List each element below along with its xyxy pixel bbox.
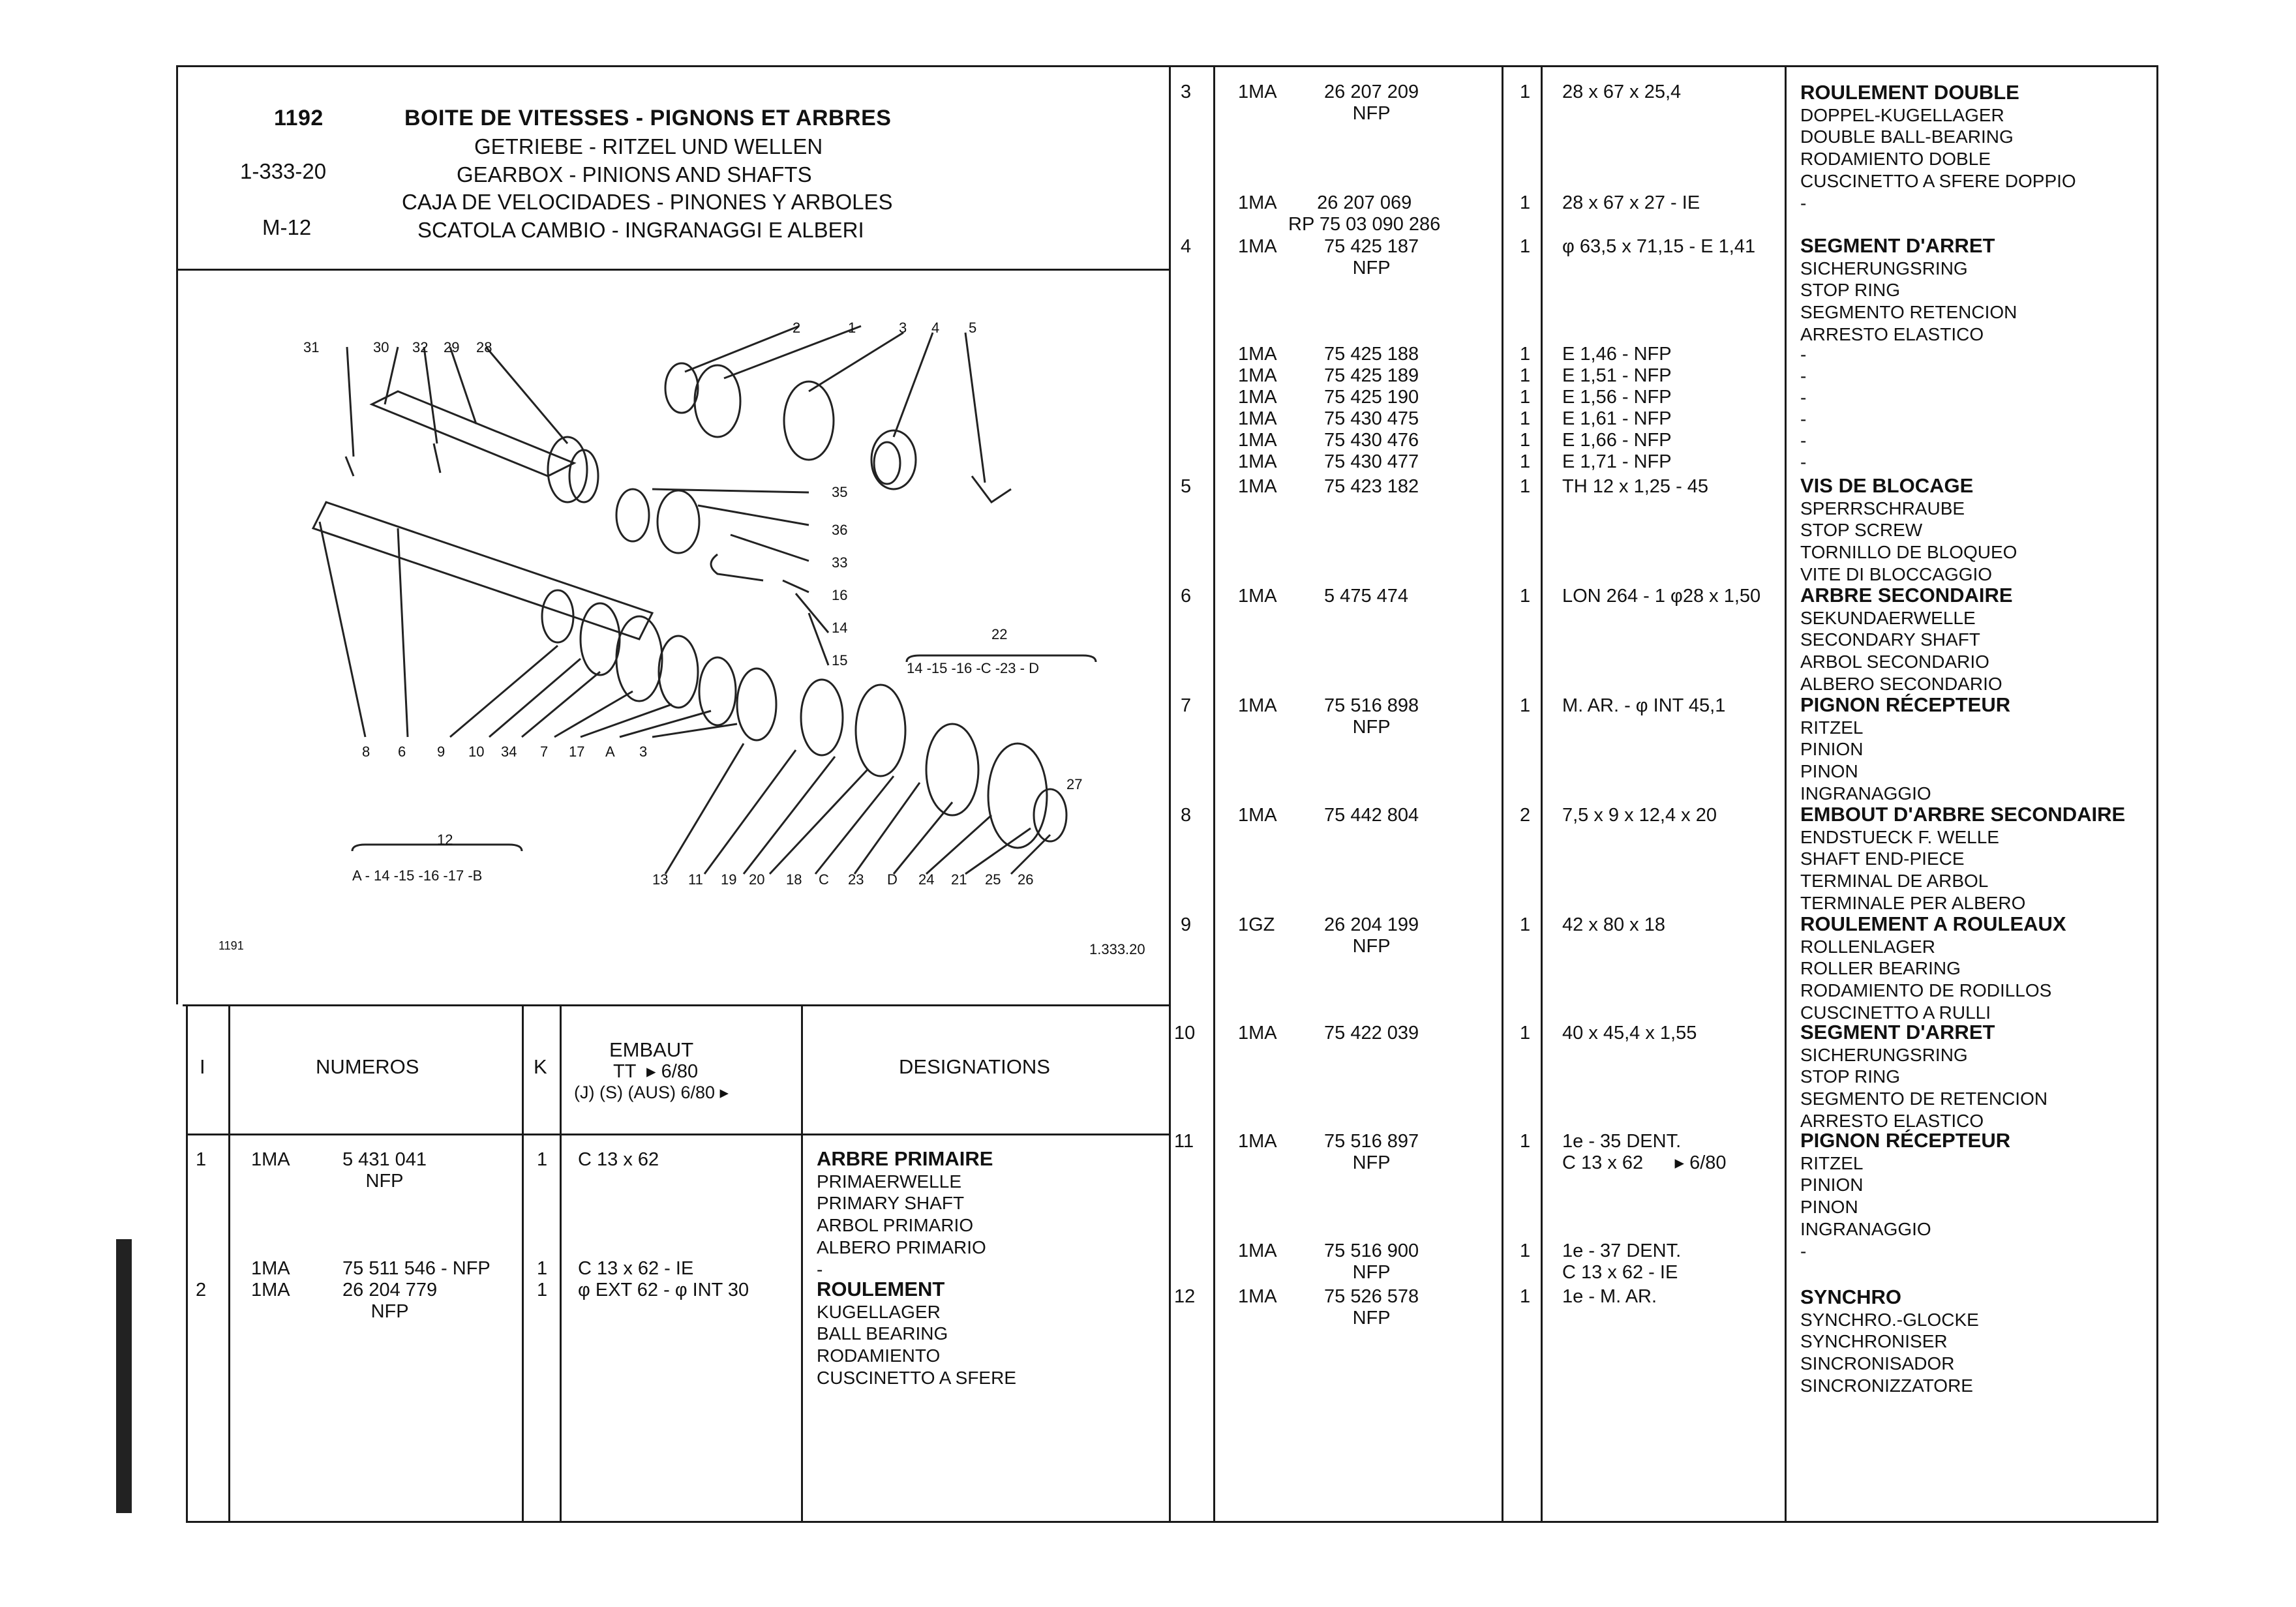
row-embaut: M. AR. - φ INT 45,1 (1562, 695, 1726, 716)
callout-3-top: 3 (899, 320, 907, 336)
callout-33: 33 (832, 554, 848, 571)
row-qty: 1 (1520, 82, 1531, 102)
designation-title: ARBRE SECONDAIRE (1800, 584, 2013, 607)
callout-14: 14 (832, 620, 848, 636)
model-code: M-12 (262, 215, 312, 239)
callout-15: 15 (832, 652, 848, 668)
binding-edge-mark (116, 1239, 132, 1513)
row-designation (1800, 584, 2013, 695)
row-designation (1800, 1130, 2010, 1240)
designation-translations: KUGELLAGER BALL BEARING RODAMIENTO CUSCINETTO A SFERE (817, 1301, 1016, 1388)
callout-19: 19 (721, 871, 737, 888)
callout-9: 9 (437, 743, 446, 760)
row-index: 8 (1181, 805, 1192, 826)
callout-35: 35 (832, 484, 848, 500)
pin-31 (346, 457, 354, 476)
row-embaut: 28 x 67 x 27 - IE (1562, 192, 1700, 213)
row-embaut: LON 264 - 1 φ28 x 1,50 (1562, 586, 1761, 607)
secondary-shaft (313, 502, 652, 639)
gear-29 (569, 450, 598, 502)
callout-36: 36 (832, 522, 848, 538)
ring-2 (665, 363, 698, 413)
row-index: 12 (1174, 1286, 1196, 1307)
group-22-label: 22 (991, 626, 1008, 642)
row-qty: 1 (537, 1280, 548, 1300)
group-22-items: 14 -15 -16 -C -23 - D (907, 660, 1039, 676)
row-code: 1MA (1238, 236, 1277, 257)
row-code: 1MA (1238, 1023, 1277, 1044)
row-embaut: C 13 x 62 - IE (578, 1258, 694, 1279)
gear-24 (926, 724, 978, 815)
row-code: 1MA (1238, 586, 1277, 607)
callout-29: 29 (444, 339, 460, 355)
row-part-number: 75 425 187 NFP (1324, 236, 1419, 278)
gear-1 (695, 365, 740, 437)
row-designation: - (1800, 1241, 1807, 1261)
row-part-number: 5 475 474 (1324, 586, 1409, 607)
diagram-code-left: 1191 (219, 939, 244, 952)
row-embaut: 1e - 37 DENT. C 13 x 62 - IE (1562, 1240, 1682, 1283)
row-index: 10 (1174, 1023, 1196, 1044)
frame-left-upper (176, 65, 178, 1004)
designation-title: PIGNON RÉCEPTEUR (1800, 693, 2011, 716)
gearbox-illustration (183, 274, 1161, 998)
row-embaut: 1e - M. AR. (1562, 1286, 1657, 1307)
row-code: 1MA (1238, 1240, 1277, 1261)
row-part-number: 75 423 182 (1324, 476, 1419, 497)
right-col-num-divider (1502, 65, 1503, 1523)
callout-21: 21 (951, 871, 967, 888)
row-qty: 1 (1520, 586, 1531, 607)
row-designation (1800, 235, 2017, 346)
bearing-9 (542, 590, 573, 642)
row-index: 6 (1181, 586, 1192, 607)
row-qty: 1 (1520, 1131, 1531, 1152)
col-k-divider (560, 1004, 562, 1523)
row-designation (1800, 1021, 2047, 1132)
primary-shaft (372, 391, 574, 476)
row-part-number: 26 204 199 NFP (1324, 914, 1419, 957)
row-code: 1MA (1238, 1286, 1277, 1307)
row-embaut: 40 x 45,4 x 1,55 (1562, 1023, 1697, 1044)
row-qty: 1 (1520, 476, 1531, 497)
group-12-items: A - 14 -15 -16 -17 -B (352, 867, 483, 884)
gear-19 (801, 680, 843, 755)
right-col-emb-divider (1785, 65, 1787, 1523)
clip-33 (711, 554, 763, 580)
row-designation (1800, 82, 2076, 192)
row-part-number: 5 431 041 NFP (342, 1149, 427, 1192)
pin-32 (434, 443, 440, 473)
row-part-number: 75 422 039 (1324, 1023, 1419, 1044)
callout-18: 18 (786, 871, 802, 888)
callout-34: 34 (501, 743, 517, 760)
row-embaut: 7,5 x 9 x 12,4 x 20 (1562, 805, 1717, 826)
row-designation (1800, 804, 2125, 914)
table-header-divider (186, 1134, 1170, 1135)
designation-title: SYNCHRO (1800, 1285, 1902, 1308)
row-code: 1MA (1238, 805, 1277, 826)
callout-24: 24 (918, 871, 935, 888)
group-12-label: 12 (437, 832, 453, 848)
designation-title: ROULEMENT DOUBLE (1800, 81, 2019, 104)
designation-translations: SEKUNDAERWELLE SECONDARY SHAFT ARBOL SECONDARIO ALBERO SECONDARIO (1800, 607, 2002, 694)
ring-A (699, 657, 736, 725)
divider-middle (1169, 65, 1171, 1523)
row-index: 9 (1181, 914, 1192, 935)
gear-7 (616, 616, 662, 701)
callout-7: 7 (540, 743, 549, 760)
title-en: GEARBOX - PINIONS AND SHAFTS (457, 162, 812, 187)
callout-4: 4 (931, 320, 940, 336)
designation-title: EMBOUT D'ARBRE SECONDAIRE (1800, 803, 2126, 826)
row-index: 5 (1181, 476, 1192, 497)
designation-translations: ENDSTUECK F. WELLE SHAFT END-PIECE TERMINAL DE ARBOL TERMINALE PER ALBERO (1800, 826, 2026, 913)
row-code: 1MA (1238, 82, 1277, 102)
callout-17: 17 (569, 743, 585, 760)
leader-lines-bottom-left (320, 522, 737, 737)
callout-A: A (605, 743, 615, 760)
designation-translations: SICHERUNGSRING STOP RING SEGMENTO DE RETENCION ARRESTO ELASTICO (1800, 1044, 2048, 1131)
callout-8: 8 (362, 743, 370, 760)
frame-bottom (186, 1521, 2158, 1523)
callout-13: 13 (652, 871, 669, 888)
col-num-divider (522, 1004, 524, 1523)
row-qty: 1 (1520, 695, 1531, 716)
row-embaut: 42 x 80 x 18 (1562, 914, 1665, 935)
right-col-k-divider (1541, 65, 1543, 1523)
col-header-embaut-aus: (J) (S) (AUS) 6/80 ▸ (574, 1083, 729, 1102)
row-code: 1MA (1238, 695, 1277, 716)
designation-title: ROULEMENT (817, 1278, 945, 1300)
row-embaut: 28 x 67 x 25,4 (1562, 82, 1682, 102)
row-part-number: 75 516 898 NFP (1324, 695, 1419, 738)
row-index: 7 (1181, 695, 1192, 716)
callout-30: 30 (373, 339, 389, 355)
designation-title: SEGMENT D'ARRET (1800, 1021, 1995, 1044)
row-designation: - (1800, 193, 1807, 213)
row-part-number: 75 526 578 NFP (1324, 1286, 1419, 1329)
row-qty: 1 (1520, 1240, 1531, 1261)
row-part-number: 75 425 188 75 425 189 75 425 190 75 430 475 75 430 476 75 430 477 (1324, 344, 1419, 472)
callout-6: 6 (398, 743, 406, 760)
gear-28 (548, 437, 587, 502)
col-header-numeros: NUMEROS (316, 1055, 419, 1078)
callout-28: 28 (476, 339, 492, 355)
callout-31: 31 (303, 339, 320, 355)
row-code: 1MA (251, 1258, 290, 1279)
frame-left-lower (186, 1004, 188, 1523)
sync-13 (737, 668, 776, 740)
row-index: 11 (1174, 1131, 1194, 1152)
title-es: CAJA DE VELOCIDADES - PINONES Y ARBOLES (402, 190, 893, 214)
row-designation (1800, 913, 2066, 1024)
callout-10: 10 (468, 743, 485, 760)
row-part-number: 26 207 069 RP 75 03 090 286 (1288, 192, 1441, 235)
col-header-designations: DESIGNATIONS (899, 1055, 1050, 1078)
col-emb-divider (801, 1004, 803, 1523)
gear-3-inner (874, 442, 900, 484)
row-index: 3 (1181, 82, 1192, 102)
row-qty: 1 1 1 1 1 1 (1520, 344, 1531, 472)
callout-25: 25 (985, 871, 1001, 888)
row-qty: 1 (1520, 236, 1531, 257)
col-i-divider (228, 1004, 230, 1523)
callout-32: 32 (412, 339, 429, 355)
row-code: 1MA (251, 1280, 290, 1300)
row-designation (1800, 475, 2017, 586)
row-embaut: φ EXT 62 - φ INT 30 (578, 1280, 749, 1300)
callout-5: 5 (969, 320, 977, 336)
row-code: 1MA (1238, 1131, 1277, 1152)
end-piece-26 (1034, 789, 1066, 841)
row-designation (817, 1148, 993, 1280)
designation-translations: ROLLENLAGER ROLLER BEARING RODAMIENTO DE RODILLOS CUSCINETTO A RULLI (1800, 936, 2052, 1023)
header-divider (176, 269, 1170, 271)
right-col-i-divider (1213, 65, 1215, 1523)
row-part-number: 75 516 897 NFP (1324, 1131, 1419, 1173)
designation-translations: PRIMAERWELLE PRIMARY SHAFT ARBOL PRIMARIO ALBERO PRIMARIO - (817, 1171, 986, 1280)
row-qty: 1 (1520, 1286, 1531, 1307)
row-part-number: 75 516 900 NFP (1324, 1240, 1419, 1283)
reference-number: 1-333-20 (240, 159, 327, 183)
callout-C: C (819, 871, 829, 888)
title-de: GETRIEBE - RITZEL UND WELLEN (474, 134, 823, 158)
row-code: 1MA (1238, 192, 1277, 213)
callout-20: 20 (749, 871, 765, 888)
col-header-embaut: EMBAUT (609, 1038, 694, 1061)
col-header-k: K (534, 1055, 547, 1078)
title-it: SCATOLA CAMBIO - INGRANAGGI E ALBERI (417, 218, 864, 242)
row-part-number: 26 204 779 NFP (342, 1280, 438, 1322)
row-index: 4 (1181, 236, 1192, 257)
gear-20 (856, 685, 905, 776)
ring-35 (616, 489, 649, 541)
row-code: 1MA 1MA 1MA 1MA 1MA 1MA (1238, 344, 1277, 472)
row-code: 1MA (251, 1149, 290, 1170)
row-qty: 2 (1520, 805, 1531, 826)
screw-5 (972, 476, 1011, 502)
row-designation (1800, 694, 2010, 805)
row-embaut: C 13 x 62 (578, 1149, 659, 1170)
designation-title: ROULEMENT A ROULEAUX (1800, 912, 2066, 935)
col-header-i: I (200, 1055, 205, 1078)
callout-11: 11 (688, 871, 703, 888)
title-fr: BOITE DE VITESSES - PIGNONS ET ARBRES (404, 106, 892, 130)
row-part-number: 75 442 804 (1324, 805, 1419, 826)
frame-right (2156, 65, 2158, 1523)
row-embaut: 1e - 35 DENT. C 13 x 62 ▸ 6/80 (1562, 1131, 1727, 1173)
designation-translations: RITZEL PINION PINON INGRANAGGIO (1800, 1152, 1931, 1239)
bearing-36 (657, 490, 699, 553)
leader-lines-top-right (685, 326, 985, 483)
designation-title: ARBRE PRIMAIRE (817, 1147, 993, 1170)
row-index: 2 (196, 1280, 207, 1300)
gear-34 (581, 603, 620, 675)
callout-1: 1 (848, 320, 856, 336)
diagram-code-right: 1.333.20 (1089, 941, 1145, 957)
designation-title: SEGMENT D'ARRET (1800, 234, 1995, 257)
designation-translations: RITZEL PINION PINON INGRANAGGIO (1800, 717, 1931, 804)
row-designation: - - - - - - (1800, 344, 1807, 472)
row-embaut: TH 12 x 1,25 - 45 (1562, 476, 1709, 497)
designation-translations: SPERRSCHRAUBE STOP SCREW TORNILLO DE BLOQUEO VITE DI BLOCCAGGIO (1800, 498, 2017, 584)
row-code: 1GZ (1238, 914, 1275, 935)
designation-title: PIGNON RÉCEPTEUR (1800, 1129, 2011, 1152)
row-designation (1800, 1286, 1979, 1397)
row-embaut: φ 63,5 x 71,15 - E 1,41 (1562, 236, 1756, 257)
row-part-number: 26 207 209 NFP (1324, 82, 1419, 124)
callout-2: 2 (793, 320, 801, 336)
diagram-divider (183, 1004, 1170, 1006)
callout-23: 23 (848, 871, 864, 888)
col-header-embaut-tt: TT ▸ 6/80 (613, 1061, 699, 1082)
designation-title: VIS DE BLOCAGE (1800, 474, 1974, 497)
row-index: 1 (196, 1149, 207, 1170)
row-part-number: 75 511 546 - NFP (342, 1258, 491, 1279)
leader-lines-bottom-right (665, 743, 1050, 874)
row-qty: 1 (1520, 192, 1531, 213)
designation-translations: DOPPEL-KUGELLAGER DOUBLE BALL-BEARING RODAMIENTO DOBLE CUSCINETTO A SFERE DOPPIO (1800, 104, 2076, 191)
row-code: 1MA (1238, 476, 1277, 497)
frame-top (176, 65, 2158, 67)
double-bearing-3 (784, 382, 834, 460)
designation-translations: SICHERUNGSRING STOP RING SEGMENTO RETENCION ARRESTO ELASTICO (1800, 258, 2017, 344)
sync-17 (659, 636, 698, 708)
callout-D: D (887, 871, 898, 888)
designation-translations: SYNCHRO.-GLOCKE SYNCHRONISER SINCRONISADOR SINCRONIZZATORE (1800, 1309, 1979, 1396)
callout-16: 16 (832, 587, 848, 603)
callout-26: 26 (1018, 871, 1034, 888)
plate-number: 1192 (274, 106, 324, 130)
callout-27: 27 (1066, 776, 1083, 792)
row-embaut: E 1,46 - NFP E 1,51 - NFP E 1,56 - NFP E 1,61 - NFP E 1,66 - NFP E 1,71 - NFP (1562, 344, 1672, 472)
row-qty: 1 (537, 1258, 548, 1279)
row-qty: 1 (1520, 914, 1531, 935)
row-qty: 1 (1520, 1023, 1531, 1044)
row-designation (817, 1278, 1016, 1389)
row-qty: 1 (537, 1149, 548, 1170)
callout-3: 3 (639, 743, 648, 760)
